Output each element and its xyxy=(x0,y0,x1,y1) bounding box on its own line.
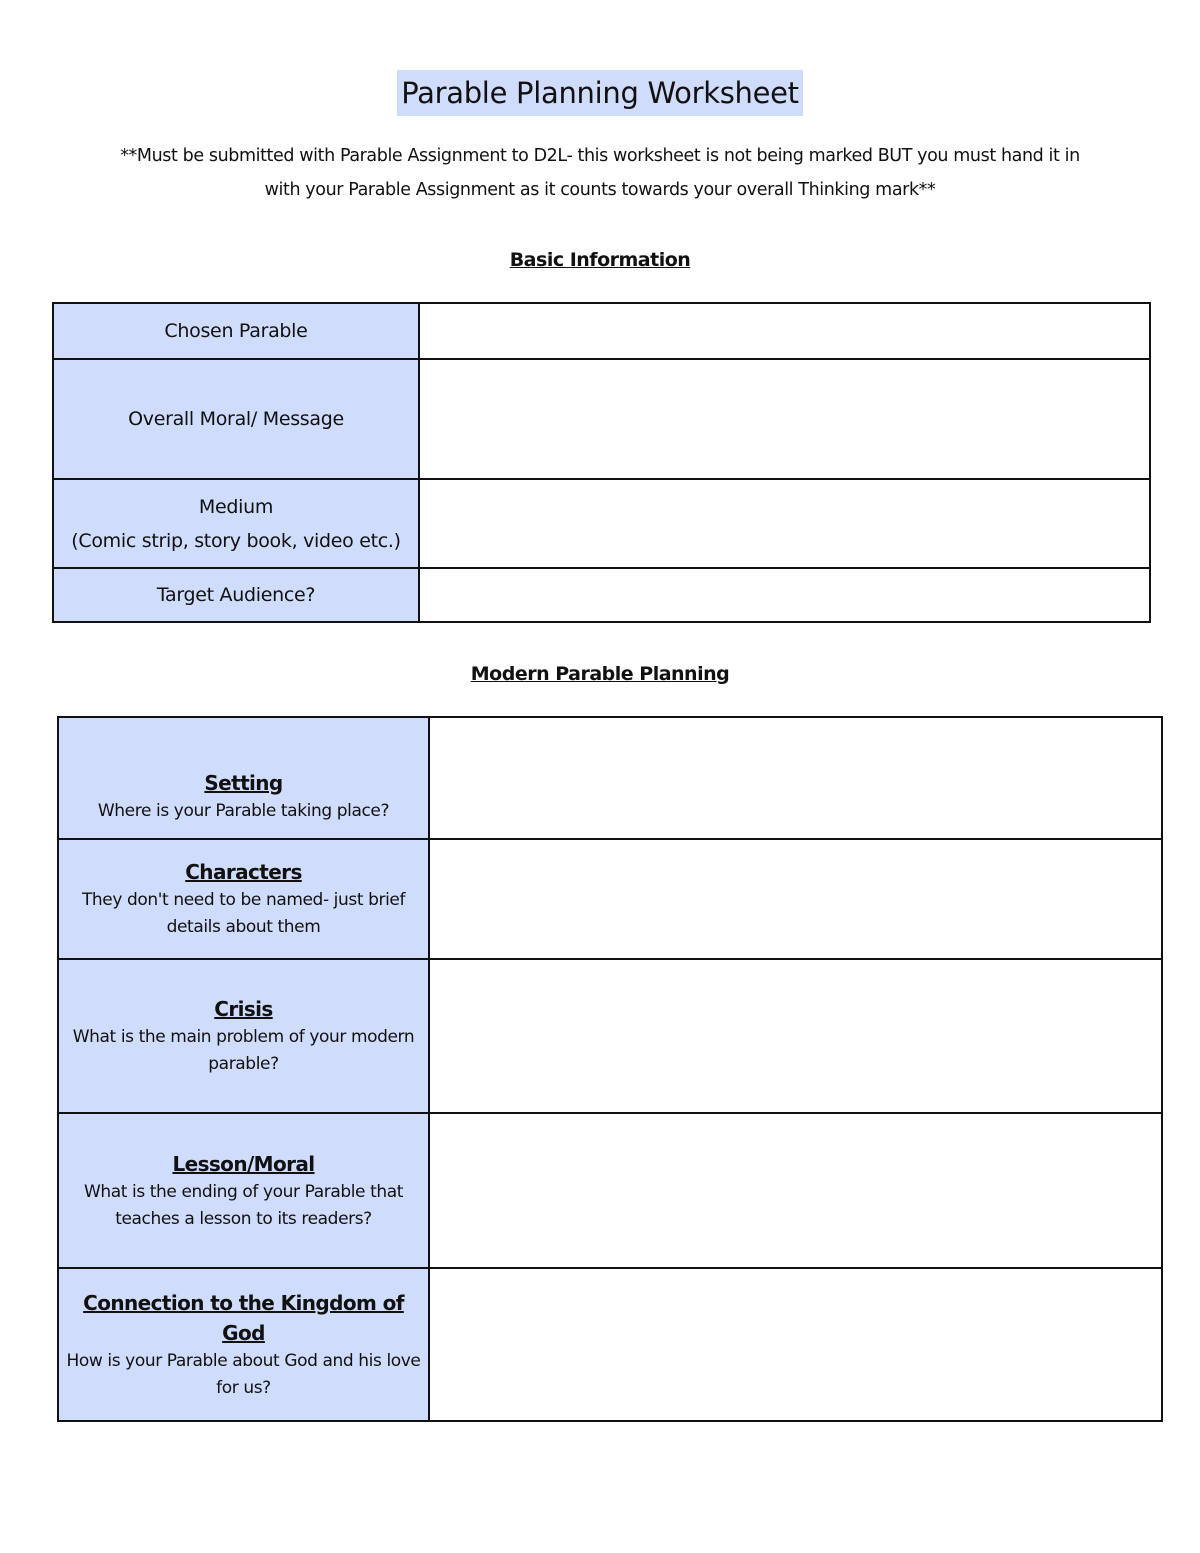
overall-moral-label xyxy=(53,359,419,479)
table-row-overall-moral xyxy=(53,359,1150,479)
medium-label-examples: (Comic strip, story book, video etc.) xyxy=(71,529,401,552)
lesson-moral-label xyxy=(58,1113,429,1268)
medium-answer-cell[interactable] xyxy=(419,479,1150,568)
setting-label xyxy=(58,717,429,839)
submission-note-line-1: **Must be submitted with Parable Assignment to D2L- this worksheet is not being marked BUT you must hand it in xyxy=(120,146,1080,166)
submission-note xyxy=(60,139,1140,207)
kingdom-connection-title: Connection to the Kingdom of God xyxy=(83,1290,404,1345)
kingdom-connection-answer-cell[interactable] xyxy=(429,1268,1162,1421)
overall-moral-answer-cell[interactable] xyxy=(419,359,1150,479)
table-row-target-audience xyxy=(53,568,1150,622)
setting-title: Setting xyxy=(204,770,283,795)
target-audience-answer-cell[interactable] xyxy=(419,568,1150,622)
table-row-crisis xyxy=(58,959,1162,1113)
chosen-parable-answer-cell[interactable] xyxy=(419,303,1150,359)
lesson-moral-answer-cell[interactable] xyxy=(429,1113,1162,1268)
worksheet-title: Parable Planning Worksheet xyxy=(397,70,803,116)
setting-answer-cell[interactable] xyxy=(429,717,1162,839)
kingdom-connection-label xyxy=(58,1268,429,1421)
kingdom-connection-description: How is your Parable about God and his love for us? xyxy=(66,1350,421,1398)
submission-note-line-2: with your Parable Assignment as it counts towards your overall Thinking mark** xyxy=(264,180,936,200)
basic-information-table xyxy=(52,302,1151,623)
characters-label xyxy=(58,839,429,959)
medium-label-text: Medium xyxy=(198,495,274,518)
chosen-parable-label-text: Chosen Parable xyxy=(164,320,308,342)
modern-parable-planning-heading: Modern Parable Planning xyxy=(470,663,730,685)
setting-description: Where is your Parable taking place? xyxy=(97,800,390,821)
characters-title: Characters xyxy=(185,860,302,884)
table-row-lesson-moral xyxy=(58,1113,1162,1268)
chosen-parable-label xyxy=(53,303,419,359)
characters-description: They don't need to be named- just brief details about them xyxy=(81,890,406,937)
lesson-moral-description: What is the ending of your Parable that teaches a lesson to its readers? xyxy=(83,1181,404,1229)
characters-answer-cell[interactable] xyxy=(429,839,1162,959)
modern-parable-planning-table xyxy=(57,716,1163,1422)
crisis-label xyxy=(58,959,429,1113)
title-wrapper xyxy=(0,70,1200,116)
crisis-description: What is the main problem of your modern parable? xyxy=(72,1027,415,1074)
lesson-moral-title: Lesson/Moral xyxy=(172,1151,315,1176)
table-row-setting xyxy=(58,717,1162,839)
table-row-medium xyxy=(53,479,1150,568)
medium-label xyxy=(53,479,419,568)
table-row-kingdom-connection xyxy=(58,1268,1162,1421)
crisis-title: Crisis xyxy=(214,997,273,1021)
target-audience-label-text: Target Audience? xyxy=(156,584,316,606)
table-row-chosen-parable xyxy=(53,303,1150,359)
target-audience-label xyxy=(53,568,419,622)
overall-moral-label-text: Overall Moral/ Message xyxy=(128,408,344,430)
table-row-characters xyxy=(58,839,1162,959)
crisis-answer-cell[interactable] xyxy=(429,959,1162,1113)
basic-information-heading: Basic Information xyxy=(509,249,691,271)
